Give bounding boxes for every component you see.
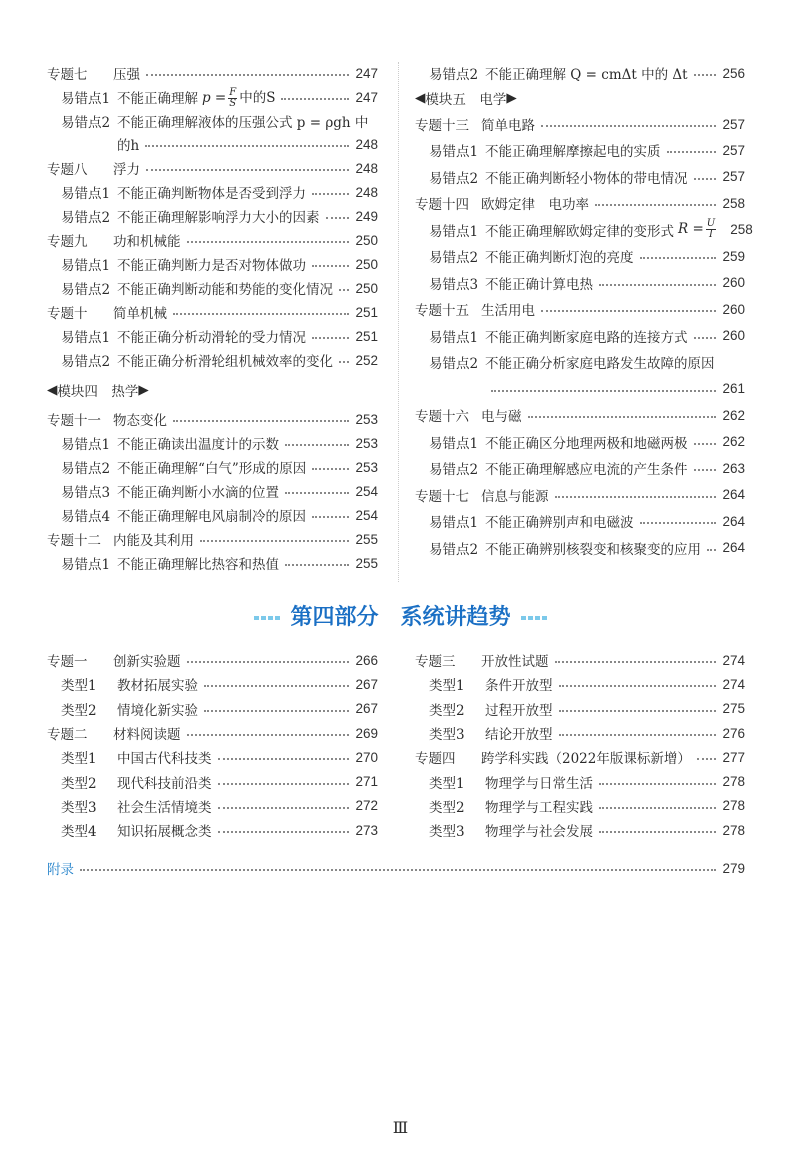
toc-entry[interactable]: [47, 648, 378, 672]
leader-dots: [640, 522, 717, 524]
entry-prefix: 类型1: [61, 678, 97, 695]
entry-label: 不能正确判断轻小物体的带电情况: [485, 170, 688, 187]
leader-dots: [707, 549, 716, 551]
leader-dots: [339, 289, 349, 291]
entry-prefix: 易错点4: [61, 509, 111, 525]
leader-dots: [595, 204, 716, 206]
entry-prefix: 类型2: [61, 702, 97, 719]
entry-label: 的h: [117, 138, 140, 155]
leader-dots: [559, 685, 717, 687]
entry-page: 276: [722, 725, 745, 741]
entry-label: 电与磁: [481, 409, 522, 426]
leader-dots: [599, 783, 716, 785]
leader-dots: [555, 661, 717, 663]
toc-left-column: [47, 61, 378, 575]
toc-entry[interactable]: [415, 270, 745, 297]
entry-page: 266: [355, 652, 378, 668]
entry-page: 259: [722, 248, 745, 264]
entry-prefix: 专题二: [47, 727, 88, 744]
leader-dots: [640, 257, 717, 259]
toc-entry[interactable]: [47, 794, 378, 818]
leader-dots: [187, 734, 350, 736]
entry-page: 249: [355, 208, 378, 224]
entry-prefix: 易错点1: [429, 435, 479, 452]
entry-prefix: 类型1: [61, 751, 97, 768]
toc-entry[interactable]: [415, 349, 745, 376]
toc-entry[interactable]: [47, 503, 378, 527]
entry-label: 教材拓展实验: [117, 678, 198, 695]
toc-entry[interactable]: [415, 455, 745, 482]
toc-entry[interactable]: [47, 769, 378, 793]
leader-dots: [312, 337, 349, 339]
entry-label: 不能正确判断动能和势能的变化情况: [117, 282, 333, 298]
entry-label: 不能正确理解影响浮力大小的因素: [117, 210, 320, 226]
leader-dots: [146, 74, 349, 76]
toc-entry[interactable]: [415, 111, 745, 137]
leader-dots: [555, 496, 717, 498]
entry-page: 267: [355, 676, 378, 692]
toc-entry[interactable]: [47, 697, 378, 721]
toc-entry[interactable]: [415, 769, 745, 793]
entry-prefix: 易错点1: [61, 186, 111, 202]
toc-entry[interactable]: [415, 648, 745, 672]
entry-label: 不能正确理解 Q = cmΔt 中的 Δt: [485, 67, 688, 83]
entry-page: 247: [355, 65, 378, 81]
toc-entry[interactable]: [47, 672, 378, 696]
entry-prefix: 易错点2: [429, 541, 479, 558]
entry-label: 不能正确理解比热容和热值: [117, 557, 279, 573]
entry-prefix: 专题十六: [415, 409, 469, 426]
entry-prefix: 专题十: [47, 306, 88, 322]
entry-label: 不能正确理解: [117, 91, 198, 107]
module-header: [415, 85, 745, 111]
entry-label: 浮力: [113, 162, 140, 178]
entry-prefix: 类型1: [429, 775, 465, 792]
toc-entry[interactable]: [415, 818, 745, 842]
leader-dots: [694, 178, 717, 180]
toc-entry[interactable]: [47, 455, 378, 479]
toc-entry[interactable]: [415, 323, 745, 350]
entry-label: 不能正确辨别核裂变和核聚变的应用: [485, 541, 701, 558]
leader-dots: [187, 661, 350, 663]
toc-entry[interactable]: [47, 61, 378, 85]
leader-dots: [667, 151, 717, 153]
toc-entry[interactable]: [415, 721, 745, 745]
entry-prefix: 专题十五: [415, 303, 469, 320]
fraction-denominator: I: [709, 229, 713, 241]
entry-prefix: 易错点1: [429, 329, 479, 346]
entry-label: 不能正确判断家庭电路的连接方式: [485, 329, 688, 346]
toc-entry[interactable]: [47, 228, 378, 252]
leader-dots: [281, 98, 349, 100]
entry-label: 现代科技前沿类: [117, 775, 212, 792]
leader-dots: [173, 313, 349, 315]
entry-prefix: 易错点2: [429, 250, 479, 267]
toc-entry[interactable]: [47, 348, 378, 372]
entry-label: 物理学与社会发展: [485, 824, 593, 841]
entry-page: 255: [355, 555, 378, 571]
toc-entry[interactable]: [415, 164, 745, 191]
toc-entry[interactable]: [415, 137, 745, 164]
entry-page: 255: [355, 531, 378, 547]
entry-page: 279: [722, 860, 745, 876]
toc-entry[interactable]: [415, 217, 753, 244]
part-title-text: 第四部分 系统讲趋势: [290, 605, 511, 630]
toc-entry[interactable]: [415, 535, 745, 562]
toc-entry[interactable]: [415, 429, 745, 456]
entry-page: 248: [355, 184, 378, 200]
leader-dots: [694, 337, 717, 339]
entry-page: 248: [355, 160, 378, 176]
entry-prefix: 易错点2: [429, 170, 479, 187]
leader-dots: [218, 831, 350, 833]
toc-entry[interactable]: [415, 243, 745, 270]
entry-label: 不能正确判断力是否对物体做功: [117, 258, 306, 274]
entry-page: 257: [722, 116, 745, 132]
entry-prefix: 类型3: [429, 824, 465, 841]
entry-prefix: 专题十四: [415, 197, 469, 214]
decor-right-icon: [521, 616, 547, 620]
leader-dots: [312, 468, 349, 470]
entry-page: 252: [355, 352, 378, 368]
entry-label: 不能正确理解电风扇制冷的原因: [117, 509, 306, 525]
toc-entry[interactable]: [415, 697, 745, 721]
entry-page: 263: [722, 460, 745, 476]
entry-prefix: 易错点2: [61, 461, 111, 477]
toc-entry[interactable]: [415, 402, 745, 429]
formula-lhs: R =: [678, 221, 704, 238]
toc-entry[interactable]: [47, 818, 378, 842]
decor-left-icon: [254, 616, 280, 620]
entry-label: 不能正确理解“白气”形成的原因: [117, 461, 307, 477]
entry-page: 277: [722, 749, 745, 765]
entry-prefix: 易错点2: [429, 67, 479, 83]
entry-label: 生活用电: [481, 303, 535, 320]
entry-label: 欧姆定律 电功率: [481, 197, 589, 214]
entry-page: 253: [355, 435, 378, 451]
toc-entry[interactable]: [415, 672, 745, 696]
entry-prefix: 易错点2: [61, 282, 111, 298]
toc-entry[interactable]: [47, 407, 378, 431]
entry-prefix: 专题一: [47, 654, 88, 671]
entry-label: 不能正确分析滑轮组机械效率的变化: [117, 354, 333, 370]
toc-entry[interactable]: [415, 508, 745, 535]
entry-label: 跨学科实践（2022年版课标新增）: [481, 751, 691, 768]
toc-entry[interactable]: [415, 376, 745, 403]
entry-prefix: 易错点1: [429, 515, 479, 532]
leader-dots: [218, 758, 350, 760]
entry-page: 262: [722, 434, 745, 450]
toc-entry[interactable]: [47, 479, 378, 503]
leader-dots: [559, 734, 717, 736]
entry-prefix: 易错点1: [61, 258, 111, 274]
entry-page: 273: [355, 822, 378, 838]
entry-label: 不能正确读出温度计的示数: [117, 437, 279, 453]
leader-dots: [173, 420, 349, 422]
fraction-numerator: F: [229, 86, 237, 98]
leader-dots: [599, 284, 716, 286]
leader-dots: [694, 74, 717, 76]
entry-label: 压强: [113, 67, 140, 83]
entry-prefix: 类型4: [61, 824, 97, 841]
entry-prefix: 易错点2: [429, 462, 479, 479]
leader-dots: [312, 193, 349, 195]
entry-page: 248: [355, 136, 378, 152]
entry-prefix: 专题三: [415, 654, 456, 671]
column-divider: [398, 62, 399, 582]
entry-page: 257: [722, 169, 745, 185]
entry-page: 262: [722, 407, 745, 423]
entry-label: 物理学与日常生活: [485, 775, 593, 792]
toc-entry[interactable]: [47, 180, 378, 204]
entry-page: 254: [355, 483, 378, 499]
entry-page: 274: [722, 676, 745, 692]
toc-entry[interactable]: [415, 296, 745, 323]
entry-page: 256: [722, 65, 745, 81]
leader-dots: [599, 807, 716, 809]
entry-page: 278: [722, 822, 745, 838]
leader-dots: [218, 807, 350, 809]
module-title: 模块五 电学: [425, 92, 507, 108]
entry-page: 274: [722, 652, 745, 668]
entry-page: 269: [355, 725, 378, 741]
toc-entry[interactable]: [47, 252, 378, 276]
entry-page: 250: [355, 280, 378, 296]
entry-page: 254: [355, 507, 378, 523]
leader-dots: [187, 241, 350, 243]
leader-dots: [200, 540, 349, 542]
entry-page: 275: [722, 701, 745, 717]
arrow-left-icon: ◀: [415, 90, 426, 106]
entry-prefix: 易错点2: [61, 354, 111, 370]
entry-label: 不能正确理解感应电流的产生条件: [485, 462, 688, 479]
entry-label: 情境化新实验: [117, 702, 198, 719]
toc-entry[interactable]: [415, 61, 745, 85]
arrow-right-icon: ▶: [506, 90, 517, 106]
formula: [202, 86, 275, 109]
entry-prefix: 专题九: [47, 234, 88, 250]
entry-prefix: 类型3: [429, 727, 465, 744]
entry-page: 278: [722, 798, 745, 814]
leader-dots: [528, 416, 717, 418]
entry-prefix: 易错点1: [429, 144, 479, 161]
fraction-denominator: S: [229, 97, 237, 109]
entry-prefix: 易错点3: [429, 276, 479, 293]
entry-prefix: 易错点1: [429, 223, 479, 240]
entry-page: 264: [722, 540, 745, 556]
entry-label: 知识拓展概念类: [117, 824, 212, 841]
entry-label: 不能正确计算电热: [485, 276, 593, 293]
entry-page: 271: [355, 774, 378, 790]
entry-prefix: 专题七: [47, 67, 88, 83]
entry-label: 简单机械: [113, 306, 167, 322]
entry-label: 结论开放型: [485, 727, 553, 744]
entry-label: 简单电路: [481, 118, 535, 134]
entry-page: 270: [355, 749, 378, 765]
part-title: [0, 600, 801, 631]
entry-page: 264: [722, 487, 745, 503]
entry-page: 260: [722, 275, 745, 291]
entry-prefix: 易错点3: [61, 485, 111, 501]
entry-label: 不能正确判断灯泡的亮度: [485, 250, 634, 267]
entry-page: 264: [722, 513, 745, 529]
entry-label: 不能正确分析家庭电路发生故障的原因: [485, 356, 715, 373]
toc-entry[interactable]: [47, 109, 378, 133]
toc-entry[interactable]: [415, 190, 745, 217]
leader-dots: [599, 831, 716, 833]
entry-prefix: 专题十三: [415, 118, 469, 134]
leader-dots: [218, 783, 350, 785]
entry-prefix: 类型2: [61, 775, 97, 792]
entry-page: 258: [730, 222, 753, 238]
toc-entry[interactable]: [47, 324, 378, 348]
leader-dots: [694, 443, 717, 445]
leader-dots: [80, 869, 716, 871]
entry-prefix: 易错点1: [61, 91, 111, 107]
leader-dots: [146, 169, 349, 171]
part-right-column: [415, 648, 745, 842]
leader-dots: [559, 710, 717, 712]
formula-lhs: p =: [202, 89, 227, 106]
toc-entry[interactable]: [47, 204, 378, 228]
entry-label: 不能正确分析动滑轮的受力情况: [117, 330, 306, 346]
entry-label: 物理学与工程实践: [485, 799, 593, 816]
entry-prefix: 类型3: [61, 799, 97, 816]
formula: [678, 219, 718, 240]
entry-label: 不能正确判断小水滴的位置: [117, 485, 279, 501]
entry-prefix: 易错点1: [61, 557, 111, 573]
entry-page: 257: [722, 142, 745, 158]
entry-page: 272: [355, 798, 378, 814]
leader-dots: [339, 361, 349, 363]
entry-prefix: 易错点2: [61, 210, 111, 226]
fraction: [706, 219, 716, 240]
entry-prefix: 类型2: [429, 799, 465, 816]
entry-prefix: 专题十一: [47, 413, 101, 429]
leader-dots: [285, 492, 349, 494]
entry-label: 条件开放型: [485, 678, 553, 695]
toc-entry[interactable]: [47, 133, 378, 157]
entry-page: 258: [722, 195, 745, 211]
entry-label: 不能正确理解液体的压强公式 p = ρgh 中: [117, 114, 369, 131]
leader-dots: [697, 758, 717, 760]
toc-entry[interactable]: [47, 276, 378, 300]
entry-label: 不能正确理解欧姆定律的变形式: [485, 223, 674, 240]
entry-page: 278: [722, 774, 745, 790]
toc-right-column: [415, 61, 753, 561]
entry-label: 物态变化: [113, 413, 167, 429]
toc-entry[interactable]: [47, 300, 378, 324]
module-header: [47, 372, 378, 407]
entry-label: 不能正确区分地理两极和地磁两极: [485, 435, 688, 452]
entry-prefix: 专题四: [415, 751, 456, 768]
entry-label: 不能正确辨别声和电磁波: [485, 515, 634, 532]
entry-page: 247: [355, 89, 378, 105]
toc-entry[interactable]: [47, 85, 378, 109]
leader-dots: [285, 564, 349, 566]
leader-dots: [312, 516, 349, 518]
entry-page: 251: [355, 304, 378, 320]
entry-prefix: 专题十七: [415, 488, 469, 505]
entry-label: 内能及其利用: [113, 533, 194, 549]
entry-page: 267: [355, 701, 378, 717]
leader-dots: [541, 125, 716, 127]
fraction: [228, 88, 237, 109]
entry-page: 253: [355, 459, 378, 475]
entry-prefix: 专题十二: [47, 533, 101, 549]
page-number: Ⅲ: [392, 1118, 409, 1137]
leader-dots: [204, 710, 349, 712]
leader-dots: [541, 310, 716, 312]
entry-prefix: 类型2: [429, 702, 465, 719]
toc-entry[interactable]: [47, 156, 378, 180]
entry-label: 功和机械能: [113, 234, 181, 250]
entry-page: 251: [355, 328, 378, 344]
leader-dots: [145, 145, 349, 147]
entry-prefix: 易错点1: [61, 437, 111, 453]
entry-label: 创新实验题: [113, 654, 181, 671]
entry-label: 社会生活情境类: [117, 799, 212, 816]
entry-prefix: 易错点1: [61, 330, 111, 346]
entry-label: 附录: [47, 862, 74, 878]
leader-dots: [312, 265, 349, 267]
entry-page: 260: [722, 301, 745, 317]
arrow-right-icon: ▶: [138, 381, 149, 398]
leader-dots: [285, 444, 349, 446]
toc-entry[interactable]: [47, 745, 378, 769]
entry-page: 253: [355, 411, 378, 427]
leader-dots: [694, 469, 717, 471]
entry-page: 250: [355, 256, 378, 272]
arrow-left-icon: ◀: [47, 381, 58, 398]
toc-entry[interactable]: [47, 527, 378, 551]
module-title: 模块四 热学: [57, 383, 139, 400]
toc-entry[interactable]: [415, 745, 745, 769]
toc-entry[interactable]: [47, 431, 378, 455]
entry-label: 不能正确理解摩擦起电的实质: [485, 144, 661, 161]
toc-entry-appendix[interactable]: [47, 857, 745, 879]
formula-rhs: 中的S: [239, 89, 276, 106]
entry-prefix: 类型1: [429, 678, 465, 695]
entry-label: 中国古代科技类: [117, 751, 212, 768]
leader-dots: [204, 685, 349, 687]
leader-dots: [491, 390, 716, 392]
part-left-column: [47, 648, 378, 842]
toc-entry[interactable]: [415, 794, 745, 818]
entry-page: 250: [355, 232, 378, 248]
entry-label: 不能正确判断物体是否受到浮力: [117, 186, 306, 202]
fraction-numerator: U: [706, 218, 716, 230]
toc-entry[interactable]: [47, 721, 378, 745]
entry-prefix: 易错点2: [61, 114, 111, 131]
leader-dots: [326, 217, 350, 219]
toc-entry[interactable]: [47, 551, 378, 575]
entry-label: 开放性试题: [481, 654, 549, 671]
entry-label: 材料阅读题: [113, 727, 181, 744]
entry-page: 260: [722, 328, 745, 344]
entry-label: 信息与能源: [481, 488, 549, 505]
entry-prefix: 易错点2: [429, 356, 479, 373]
entry-label: 过程开放型: [485, 702, 553, 719]
toc-entry[interactable]: [415, 482, 745, 509]
entry-page: 261: [722, 381, 745, 397]
entry-prefix: 专题八: [47, 162, 88, 178]
